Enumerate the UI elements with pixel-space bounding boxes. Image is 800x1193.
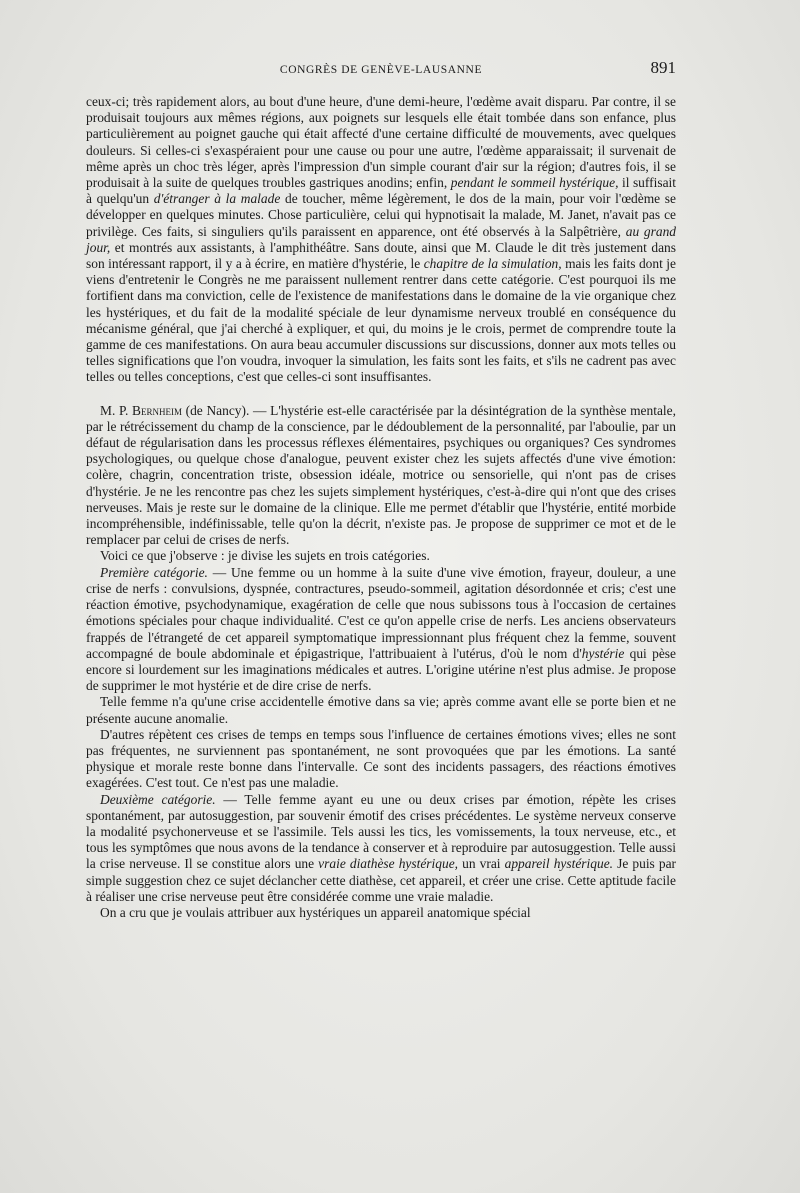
paragraph: On a cru que je voulais attribuer aux hystériques un appareil anatomique spécial: [100, 904, 531, 920]
italic-run: chapitre de la simulation,: [423, 256, 562, 272]
text-run: qui pèse encore si lourdement sur les imaginations médicales et autres. L'origine utérine n'est plus admise. Je propose de supprimer le mot hystérie et de dire crise de nerfs.: [86, 645, 676, 694]
paragraph-bernheim: [86, 403, 676, 549]
page-number: 891: [650, 58, 676, 77]
paragraph: D'autres répètent ces crises de temps en temps sous l'influence de certaines émotions vives; elles ne sont pas fréquentes, ne surviennent pas spontanément, ne sont provoquées que par les émotions. La santé physique et morale reste bonne dans l'intervalle. Ce sont des incidents passagers, des réactions émotives exagérées. C'est tout. Ce n'est pas une maladie.: [86, 726, 676, 791]
paragraph-deuxieme-categorie: [86, 792, 676, 905]
italic-run: appareil hystérique.: [504, 856, 614, 872]
text-run: de toucher, même légèrement, le dos de la main, pour voir l'œdème se développer en quelques minutes. Chose particulière, celui qui hypnotisait la malade, M. Janet, n'avait pas ce privilège. Ces faits, si singuliers qu'ils paraissent en apparence, ont été observés à la Salpêtrière,: [86, 191, 676, 239]
text-run: (de Nancy). — L'hystérie est-elle caractérisée par la désintégration de la synthèse mentale, par le rétrécissement du champ de la conscience, par le dédoublement de la personnalité, par l'aboulie, par un défaut de régularisation dans les processus réflexes élémentaires, psychiques ou organiques? Ces syndromes psychologiques, ou quelque chose d'analogue, peuvent exister chez les sujets affectés d'une vive émotion: colère, chagrin, concentration triste, obsession idéale, motrice ou sensorielle, qui n'ont pas de crises d'hystérie. Je ne les rencontre pas chez les sujets simplement hystériques, c'est-à-dire qui n'ont que des crises nerveuses. Mais je reste sur le domaine de la clinique. Elle me permet d'établir que l'hystérie, entité morbide incompréhensible, indéfinissable, telle qu'on la décrit, n'existe pas. Je propose de supprimer ce mot et de le remplacer par celui de crises de nerfs.: [86, 402, 676, 548]
speaker-name: Bernheim: [131, 402, 182, 418]
section-label: Première catégorie.: [100, 564, 208, 580]
text-run: — Telle femme ayant eu une ou deux crises par émotion, répète les crises spontanément, par autosuggestion, par souvenir émotif des crises précédentes. Le système nerveux conserve la modalité psychonerveuse et se l'assimile. Tels aussi les tics, les vomissements, la toux nerveuse, etc., et tous les symptômes que nous avons de la tendance à conserver et à reproduire par autosuggestion. Telle aussi la crise nerveuse. Il se constitue alors une: [86, 791, 676, 872]
section-label: Deuxième catégorie.: [100, 791, 216, 807]
paragraph: Telle femme n'a qu'une crise accidentelle émotive dans sa vie; après comme avant elle se porte bien et ne présente aucune anomalie.: [86, 694, 676, 726]
text-run: et montrés aux assistants, à l'amphithéâtre. Sans doute, ainsi que M. Claude le dit très justement dans son intéressant rapport, il y a à écrire, en matière d'hystérie, le: [86, 239, 676, 272]
paragraph-continuation: [86, 94, 676, 386]
paragraph: Voici ce que j'observe : je divise les sujets en trois catégories.: [100, 548, 430, 564]
italic-run: d'étranger à la malade: [153, 191, 281, 207]
italic-run: hystérie: [581, 645, 625, 661]
text-run: — Une femme ou un homme à la suite d'une vive émotion, frayeur, douleur, a une crise de nerfs : convulsions, dyspnée, contractures, pseudo-sommeil, agitation désordonnée et cris; c'est une réaction émotive, psychodynamique, exagération de celle que nous subissons tous à l'occasion de certaines émotions spéciales pour chaque individualité. C'est ce qu'on appelle crise de nerfs. Les anciens observateurs frappés de l'étrangeté de cet appareil symptomatique impressionnant plus fréquent chez la femme, souvent accompagné de boule abdominale et épigastrique, l'attribuaient à l'utérus, d'où le nom d': [86, 564, 676, 661]
paragraph-premiere-categorie: [86, 565, 676, 695]
italic-run: pendant le sommeil hystérique,: [450, 175, 619, 191]
text-run: ceux-ci; très rapidement alors, au bout d'une heure, d'une demi-heure, l'œdème avait disparu. Par contre, il se produisait toujours aux mêmes régions, aux poignets sur lesquels elle était tombée dans son enfance, plus particulièrement au poignet gauche qui était affecté d'une certaine difficulté de mouvements, avec quelques douleurs. Si celles-ci s'exaspéraient pour une cause ou pour une autre, l'œdème apparaissait; il survenait de même après un choc très léger, après l'impression d'un simple courant d'air sur la région; d'autres fois, il se produisait à la suite de quelques troubles gastriques anodins; enfin,: [86, 94, 676, 191]
page-header: [86, 58, 676, 82]
text-run: il suffisait à quelqu'un: [86, 175, 676, 207]
text-run: Je puis par simple suggestion chez ce sujet déclancher cette diathèse, cet appareil, et créer une crise. Cette aptitude facile à réaliser une crise nerveuse peut être considérée comme une vraie maladie.: [86, 856, 677, 904]
italic-run: au grand jour,: [86, 223, 677, 255]
body-text: [86, 94, 676, 921]
running-title: CONGRÈS DE GENÈVE-LAUSANNE: [279, 64, 483, 76]
speaker-prefix: M. P.: [100, 402, 132, 418]
text-run: un vrai: [458, 856, 505, 872]
italic-run: vraie diathèse hystérique,: [318, 856, 459, 872]
text-run: mais les faits dont je viens d'entretenir le Congrès ne me paraissent nullement rentrer dans cette catégorie. C'est pourquoi ils me fortifient dans ma conviction, celle de l'existence de manifestations dans le domaine de la vie organique chez les hystériques, et du fait de la modalité spéciale de leur dynamisme nerveux troublé en conséquence du mécanisme général, que j'ai cherché à expliquer, et qui, du moins je le crois, permet de comprendre toute la gamme de ces manifestations. On aura beau accumuler discussions sur discussions, donner aux mots telles ou telles significations que l'on voudra, invoquer la simulation, les faits sont les faits, et s'ils ne cadrent pas avec telles ou telles conceptions, c'est que celles-ci sont insuffisantes.: [86, 256, 677, 385]
